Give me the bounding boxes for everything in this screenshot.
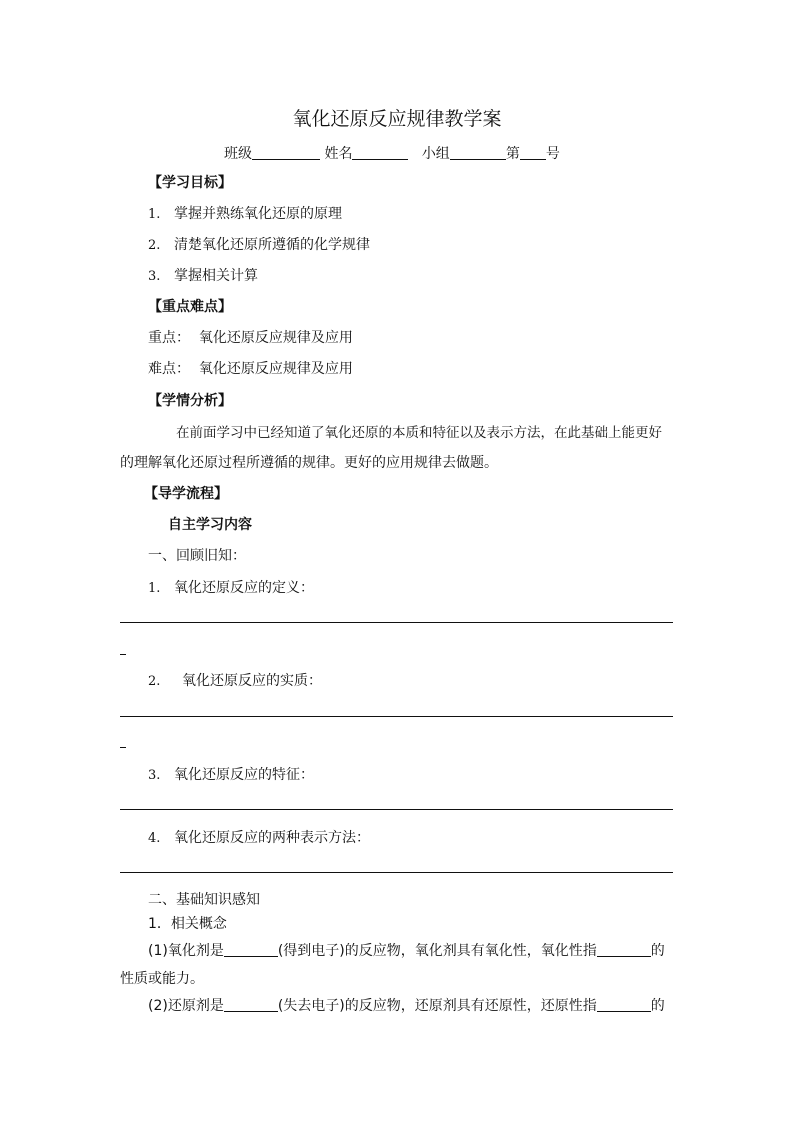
student-info-line xyxy=(224,143,560,163)
key-point-line xyxy=(148,327,353,347)
question-text: 氧化还原反应的定义： xyxy=(174,580,314,596)
objective-num: 1. xyxy=(148,207,161,222)
question-num: 2. xyxy=(148,674,161,689)
oxidant-definition xyxy=(148,940,665,960)
answer-line[interactable] xyxy=(120,622,673,623)
objective-text: 掌握并熟练氧化还原的原理 xyxy=(174,206,342,222)
reductant-blank-2[interactable] xyxy=(597,997,651,1012)
review-heading: 一、回顾旧知： xyxy=(148,548,246,564)
question-num: 1. xyxy=(148,581,161,596)
answer-line[interactable] xyxy=(120,872,673,873)
review-question xyxy=(148,827,370,847)
reductant-definition xyxy=(148,995,665,1015)
question-num: 4. xyxy=(148,831,161,846)
question-text: 氧化还原反应的特征： xyxy=(174,767,314,783)
answer-line-mark xyxy=(120,654,126,655)
basics-heading: 二、基础知识感知 xyxy=(148,892,260,908)
name-label: 姓名 xyxy=(324,146,353,162)
key-points-heading: 【重点难点】 xyxy=(148,299,232,315)
seat-prefix: 第 xyxy=(505,146,520,162)
item-num: (1) xyxy=(148,943,168,959)
question-text: 氧化还原反应的两种表示方法： xyxy=(174,830,370,846)
oxidant-blank-1[interactable] xyxy=(224,942,278,957)
key-text: 氧化还原反应规律及应用 xyxy=(198,330,353,346)
answer-line-mark xyxy=(120,747,126,748)
oxidant-text-1: 氧化剂是 xyxy=(167,943,224,959)
difficult-text: 氧化还原反应规律及应用 xyxy=(198,361,353,377)
objective-item xyxy=(148,234,370,254)
review-question xyxy=(148,670,322,690)
oxidant-text-3: 的 xyxy=(650,943,665,959)
seat-blank[interactable] xyxy=(520,145,546,160)
guide-heading: 【导学流程】 xyxy=(144,486,228,502)
self-study-heading: 自主学习内容 xyxy=(168,517,252,533)
objectives-heading: 【学习目标】 xyxy=(148,175,232,191)
review-question xyxy=(148,764,314,784)
answer-line[interactable] xyxy=(120,809,673,810)
group-blank[interactable] xyxy=(450,145,506,160)
objective-num: 3. xyxy=(148,269,161,284)
oxidant-definition-cont: 性质或能力。 xyxy=(120,971,204,987)
objective-item xyxy=(148,265,258,285)
analysis-line-1: 在前面学习中已经知道了氧化还原的本质和特征以及表示方法，在此基础上能更好 xyxy=(176,425,662,441)
objective-text: 掌握相关计算 xyxy=(174,268,258,284)
item-num: (2) xyxy=(148,998,168,1014)
reductant-text-3: 的 xyxy=(650,998,665,1014)
oxidant-blank-2[interactable] xyxy=(597,942,651,957)
oxidant-text-2: (得到电子)的反应物，氧化剂具有氧化性，氧化性指 xyxy=(277,943,597,959)
objective-text: 清楚氧化还原所遵循的化学规律 xyxy=(174,237,370,253)
difficult-point-line xyxy=(148,358,353,378)
review-question xyxy=(148,577,314,597)
page-title: 氧化还原反应规律教学案 xyxy=(292,108,502,130)
class-blank[interactable] xyxy=(252,145,320,160)
question-text: 氧化还原反应的实质： xyxy=(182,673,322,689)
analysis-line-2: 的理解氧化还原过程所遵循的规律。更好的应用规律去做题。 xyxy=(120,455,498,471)
analysis-heading: 【学情分析】 xyxy=(148,393,232,409)
key-label: 重点： xyxy=(148,330,190,346)
concepts-heading: 1．相关概念 xyxy=(148,916,227,932)
group-label: 小组 xyxy=(421,146,450,162)
reductant-text-1: 还原剂是 xyxy=(167,998,224,1014)
class-label: 班级 xyxy=(224,146,252,162)
question-num: 3. xyxy=(148,768,161,783)
objective-num: 2. xyxy=(148,238,161,253)
reductant-blank-1[interactable] xyxy=(224,997,278,1012)
answer-line[interactable] xyxy=(120,716,673,717)
name-blank[interactable] xyxy=(352,145,408,160)
seat-suffix: 号 xyxy=(545,146,560,162)
difficult-label: 难点： xyxy=(148,361,190,377)
reductant-text-2: (失去电子)的反应物，还原剂具有还原性，还原性指 xyxy=(277,998,597,1014)
objective-item xyxy=(148,203,342,223)
